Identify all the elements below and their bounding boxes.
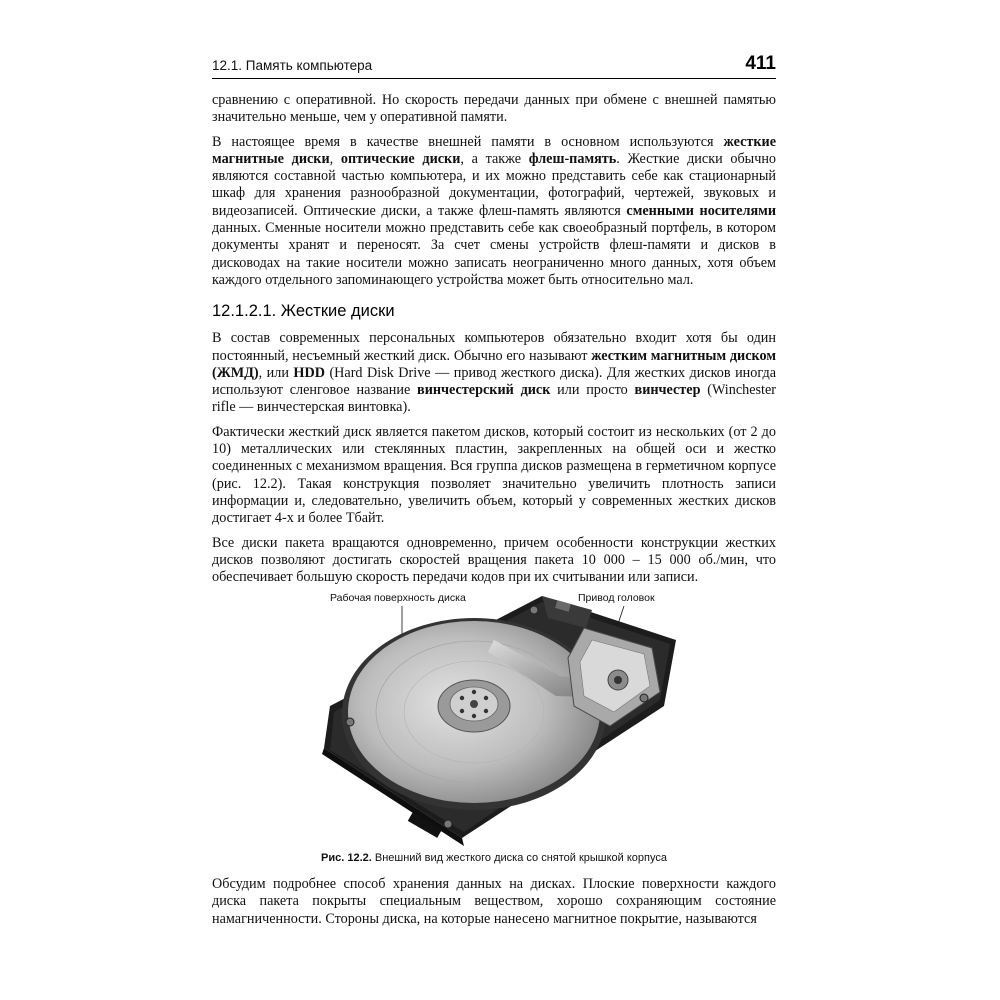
text-run: (Hard Disk Drive — привод жесткого диска). Для жестких дисков иногда используют сленговое название	[212, 364, 776, 399]
bold-term: флеш-память	[528, 150, 617, 167]
label-head-actuator: Привод головок	[578, 592, 655, 604]
text-run: данных. Сменные носители можно представить себе как своеобразный портфель, в котором документы хранят и переносят. За счет смены устройств флеш-памяти и дисков в дисководах на такие носители можно записать неограниченно много данных, хотя объем каждого отдельного запоминающего устройства может быть относительно мал.	[212, 220, 776, 288]
bold-term: винчестер	[634, 382, 701, 399]
text-run: Все диски пакета вращаются одновременно, причем особенности конструкции жестких дисков позволяют достигать скоростей вращения пакета 10 000 – 15 000 об./мин, что обеспечивает большую скорость передачи кодов при их считывании или записи.	[212, 534, 776, 586]
text-run: или просто	[550, 382, 635, 399]
text-run: Обсудим подробнее способ хранения данных на дисках. Плоские поверхности каждого диска пакета покрыты специальным веществом, хорошо сохраняющим состояние намагниченности. Стороны диска, на которые нанесено магнитное покрытие, называются	[212, 876, 776, 927]
hdd-illustration	[212, 588, 776, 850]
body-text-bottom	[212, 876, 776, 935]
running-header	[212, 52, 776, 79]
caption-number: Рис. 12.2.	[321, 852, 372, 864]
paragraph	[212, 876, 776, 928]
text-run: . Жесткие диски обычно являются составной частью компьютера, и их можно представить себе как стационарный шкаф для хранения разнообразной документации, фотографий, чертежей, звуковых и видеозаписей. Оптические диски, а также флеш-память являются	[212, 150, 777, 219]
caption-text: Внешний вид жесткого диска со снятой крышкой корпуса	[371, 852, 667, 864]
text-run: ,	[329, 150, 341, 167]
page-number: 411	[745, 53, 776, 74]
bold-term: жесткие магнитные диски	[212, 133, 776, 167]
figure-caption	[212, 852, 776, 864]
paragraphs-bottom	[212, 876, 776, 928]
paragraph	[212, 330, 776, 416]
section-title: 12.1. Память компьютера	[212, 58, 373, 73]
paragraphs-mid	[212, 330, 776, 586]
subsection-heading: 12.1.2.1. Жесткие диски	[212, 302, 395, 321]
bold-term: жестким магнитным диском (ЖМД)	[212, 347, 776, 381]
paragraphs-top	[212, 92, 776, 289]
bold-term: HDD	[293, 364, 325, 381]
text-run: В настоящее время в качестве внешней памяти в основном используются	[212, 133, 724, 150]
text-run: , а также	[460, 150, 529, 167]
label-disk-surface: Рабочая поверхность диска	[330, 592, 466, 604]
text-run: (Winchester rifle — винчестерская винтовка).	[212, 382, 776, 416]
bold-term: сменными носителями	[626, 202, 776, 219]
text-run: сравнению с оперативной. Но скорость передачи данных при обмене с внешней памятью значительно меньше, чем у оперативной памяти.	[212, 92, 776, 126]
body-text-top	[212, 92, 776, 593]
text-run: , или	[258, 364, 294, 381]
text-run: В состав современных персональных компьютеров обязательно входит хотя бы один постоянный, несъемный жесткий диск. Обычно его называют	[212, 330, 776, 364]
bold-term: винчестерский диск	[417, 382, 551, 399]
paragraph	[212, 92, 776, 127]
paragraph	[212, 535, 776, 587]
figure-hdd	[212, 588, 776, 858]
text-run: Фактически жесткий диск является пакетом дисков, который состоит из нескольких (от 2 до 10) металлических или стеклянных пластин, закрепленных на общей оси и жестко соединенных с механизмом вращения. Вся группа дисков размещена в герметичном корпусе (рис. 12.2). Такая конструкция позволяет значительно увеличить плотность записи информации и, следовательно, увеличить объем, который у современных жестких дисков достигает 4-х и более Тбайт.	[212, 423, 776, 527]
paragraph	[212, 424, 776, 528]
paragraph	[212, 134, 776, 290]
bold-term: оптические диски	[340, 150, 461, 167]
